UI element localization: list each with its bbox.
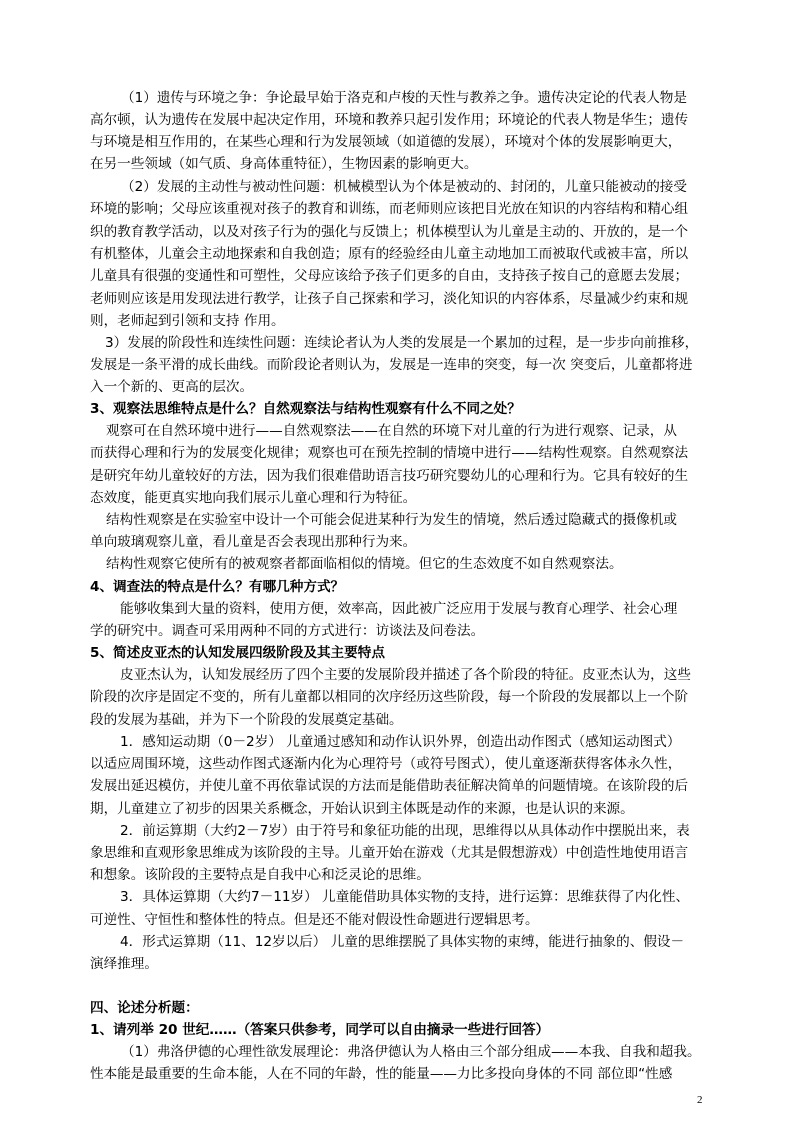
text-line: 儿童具有很强的变通性和可塑性，父母应该给予孩子们更多的自由，支持孩子按自己的意愿去发展；: [90, 268, 689, 284]
text-line: 观察可在自然环境中进行——自然观察法——在自然的环境下对儿童的行为进行观察、记录，从: [106, 423, 677, 439]
text-line: 以适应周围环境，这些动作图式逐渐内化为心理符号（或符号图式），使儿童逐渐获得客体永久性，: [90, 756, 682, 772]
text-line: 则，老师起到引领和支持 作用。: [90, 313, 285, 329]
text-line: 结构性观察是在实验室中设计一个可能会促进某种行为发生的情境，然后透过隐藏式的摄像机或: [106, 512, 677, 528]
text-line: 阶段的次序是固定不变的，所有儿童都以相同的次序经历这些阶段，每一个阶段的发展都以上一个阶: [90, 689, 689, 705]
text-line: 1．感知运动期（0－2岁） 儿童通过感知和动作认识外界，创造出动作图式（感知运动图式）: [120, 734, 681, 750]
text-line: 学的研究中。调查可采用两种不同的方式进行：访谈法及问卷法。: [90, 623, 485, 639]
text-line: 皮亚杰认为，认知发展经历了四个主要的发展阶段并描述了各个阶段的特征。皮亚杰认为，这些: [120, 667, 691, 683]
text-line: （2）发展的主动性与被动性问题：机械模型认为个体是被动的、封闭的，儿童只能被动的接受: [121, 179, 687, 195]
text-line: 性本能是最重要的生命本能，人在不同的年龄，性的能量——力比多投向身体的不同 部位即“性感: [90, 1066, 673, 1082]
section-heading: 5、简述皮亚杰的认知发展四级阶段及其主要特点: [90, 645, 385, 661]
text-line: 单向玻璃观察儿童，看儿童是否会表现出那种行为来。: [90, 534, 417, 550]
page-number: 2: [697, 1094, 703, 1106]
text-line: 高尔顿，认为遗传在发展中起决定作用，环境和教养只起引发作用；环境论的代表人物是华生；遗传: [90, 112, 689, 128]
text-line: 象思维和直观形象思维成为该阶段的主导。儿童开始在游戏（尤其是假想游戏）中创造性地使用语言: [90, 845, 689, 861]
text-line: 老师则应该是用发现法进行教学，让孩子自己探索和学习，淡化知识的内容体系，尽量减少约束和规: [90, 291, 689, 307]
text-line: 和想象。该阶段的主要特点是自我中心和泛灵论的思维。: [90, 867, 430, 883]
text-line: 段的发展为基础，并为下一个阶段的发展奠定基础。: [90, 712, 403, 728]
text-line: 与环境是相互作用的，在某些心理和行为发展领域（如道德的发展），环境对个体的发展影响更大，: [90, 134, 682, 150]
text-line: 而获得心理和行为的发展变化规律；观察也可在预先控制的情境中进行——结构性观察。自然观察法: [90, 445, 689, 461]
section-heading: 3、观察法思维特点是什么？自然观察法与结构性观察有什么不同之处？: [90, 401, 521, 417]
text-line: 在另一些领域（如气质、身高体重特征），生物因素的影响更大。: [90, 156, 478, 172]
section-heading: 1、请列举 20 世纪……（答案只供参考，同学可以自由摘录一些进行回答）: [90, 1022, 550, 1038]
text-line: 态效度，能更真实地向我们展示儿童心理和行为特征。: [90, 490, 417, 506]
text-line: 期，儿童建立了初步的因果关系概念，开始认识到主体既是动作的来源，也是认识的来源。: [90, 801, 634, 817]
text-line: 有机整体，儿童会主动地探索和自我创造；原有的经验经由儿童主动地加工而被取代或被丰富，所以: [90, 246, 689, 262]
text-line: 发展是一条平滑的成长曲线。而阶段论者则认为，发展是一连串的突变，每一次 突变后，儿童都将进: [90, 357, 693, 373]
text-line: 可逆性、守恒性和整体性的特点。但是还不能对假设性命题进行逻辑思考。: [90, 912, 539, 928]
text-line: （1）弗洛伊德的心理性欲发展理论：弗洛伊德认为人格由三个部分组成——本我、自我和超我。: [121, 1044, 701, 1060]
section-heading: 4、调查法的特点是什么？有哪几种方式？: [90, 579, 345, 595]
text-line: 3）发展的阶段性和连续性问题：连续论者认为人类的发展是一个累加的过程，是一步步向前推移，: [105, 335, 699, 351]
text-line: 结构性观察它使所有的被观察者都面临相似的情境。但它的生态效度不如自然观察法。: [106, 556, 623, 572]
text-line: 演绎推理。: [90, 956, 158, 972]
text-line: （1）遗传与环境之争：争论最早始于洛克和卢梭的天性与教养之争。遗传决定论的代表人物是: [121, 90, 687, 106]
text-line: 入一个新的、更高的层次。: [90, 379, 254, 395]
text-line: 能够收集到大量的资料，使用方便，效率高，因此被广泛应用于发展与教育心理学、社会心理: [120, 601, 678, 617]
text-line: 织的教育教学活动，以及对孩子行为的强化与反馈上；机体模型认为儿童是主动的、开放的，是一个: [90, 224, 689, 240]
text-line: 3．具体运算期（大约7－11岁） 儿童能借助具体实物的支持，进行运算：思维获得了内化性、: [120, 889, 690, 905]
text-line: 发展出延迟模仿，并使儿童不再依靠试误的方法而是能借助表征解决简单的问题情境。在该阶段的后: [90, 778, 689, 794]
text-line: 2．前运算期（大约2－7岁）由于符号和象征功能的出现，思维得以从具体动作中摆脱出来，表: [120, 823, 690, 839]
text-line: 4．形式运算期（11、12岁以后） 儿童的思维摆脱了具体实物的束缚，能进行抽象的、假设－: [120, 934, 685, 950]
text-line: 是研究年幼儿童较好的方法，因为我们很难借助语言技巧研究婴幼儿的心理和行为。它具有较好的生: [90, 468, 689, 484]
section-heading: 四、论述分析题：: [90, 1000, 199, 1016]
text-line: 环境的影响；父母应该重视对孩子的教育和训练，而老师则应该把目光放在知识的内容结构和精心组: [90, 201, 689, 217]
